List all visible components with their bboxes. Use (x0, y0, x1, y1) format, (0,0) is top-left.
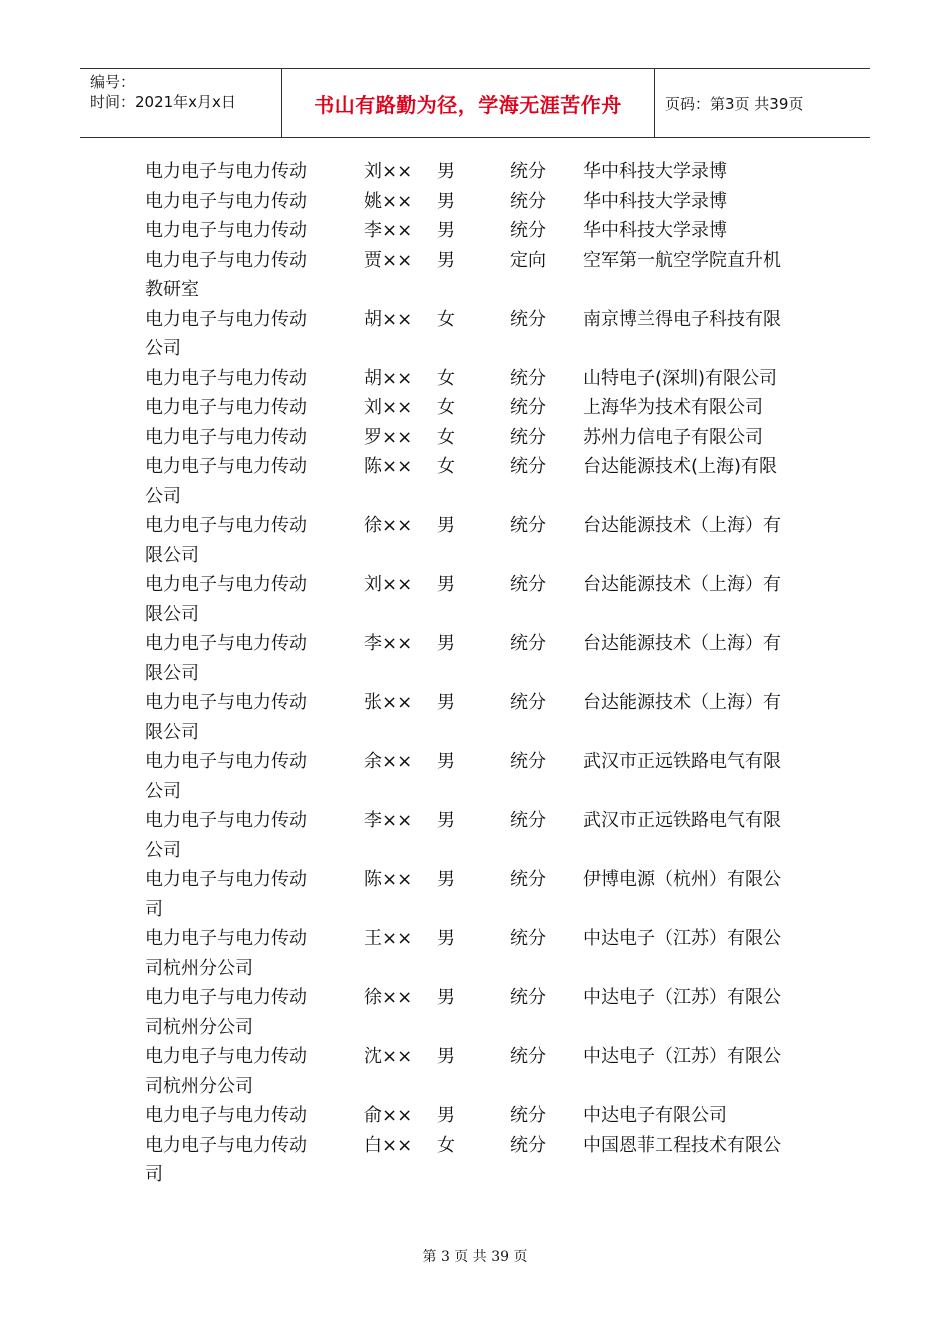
list-item (0, 924, 950, 983)
employer-cell: 华中科技大学录博 (583, 161, 727, 182)
header-motto-cell (282, 69, 655, 137)
name-cell: 王×× (364, 928, 413, 949)
list-item (0, 688, 950, 747)
list-item (0, 157, 950, 187)
name-cell: 李×× (364, 633, 413, 654)
name-cell: 沈×× (364, 1046, 413, 1067)
wrapped-continuation: 司杭州分公司 (145, 957, 253, 979)
name-cell: 胡×× (364, 367, 413, 389)
gender-cell: 男 (437, 161, 455, 182)
major-cell: 电力电子与电力传动 (145, 308, 307, 330)
placement-list (0, 157, 950, 1190)
wrapped-continuation: 司杭州分公司 (145, 1016, 253, 1038)
major-cell: 电力电子与电力传动 (145, 869, 307, 890)
name-cell: 罗×× (364, 426, 413, 448)
major-cell: 电力电子与电力传动 (145, 515, 307, 536)
wrapped-continuation: 司杭州分公司 (145, 1075, 253, 1097)
major-cell: 电力电子与电力传动 (145, 1046, 307, 1067)
employer-cell: 台达能源技术(上海)有限 (583, 456, 778, 477)
allocation-type-cell: 统分 (510, 220, 546, 241)
employer-cell: 中达电子有限公司 (583, 1105, 727, 1126)
employer-cell: 台达能源技术（上海）有 (583, 633, 781, 654)
gender-cell: 男 (437, 810, 455, 831)
allocation-type-cell: 统分 (510, 751, 546, 772)
employer-cell: 台达能源技术（上海）有 (583, 692, 781, 713)
gender-cell: 男 (437, 220, 455, 241)
major-cell: 电力电子与电力传动 (145, 220, 307, 241)
gender-cell: 男 (437, 1046, 455, 1067)
gender-cell: 男 (437, 928, 455, 949)
major-cell: 电力电子与电力传动 (145, 633, 307, 654)
list-item (0, 364, 950, 394)
list-item (0, 1131, 950, 1190)
name-cell: 胡×× (364, 308, 413, 330)
allocation-type-cell: 统分 (510, 1105, 546, 1126)
employer-cell: 武汉市正远铁路电气有限 (583, 810, 781, 831)
gender-cell: 男 (437, 249, 455, 271)
allocation-type-cell: 统分 (510, 456, 546, 477)
wrapped-continuation: 限公司 (145, 544, 199, 566)
list-item (0, 187, 950, 217)
wrapped-continuation: 司 (145, 898, 163, 920)
list-item (0, 570, 950, 629)
major-cell: 电力电子与电力传动 (145, 1105, 307, 1126)
allocation-type-cell: 统分 (510, 367, 546, 389)
list-item (0, 216, 950, 246)
name-cell: 张×× (364, 692, 413, 713)
list-item (0, 246, 950, 305)
major-cell: 电力电子与电力传动 (145, 810, 307, 831)
wrapped-continuation: 公司 (145, 780, 181, 802)
allocation-type-cell: 统分 (510, 308, 546, 330)
list-item (0, 1042, 950, 1101)
document-time-label: 时间：2021年x月x日 (90, 93, 236, 111)
name-cell: 余×× (364, 751, 413, 772)
name-cell: 李×× (364, 220, 413, 241)
employer-cell: 南京博兰得电子科技有限 (583, 308, 781, 330)
major-cell: 电力电子与电力传动 (145, 987, 307, 1008)
employer-cell: 上海华为技术有限公司 (583, 397, 763, 418)
employer-cell: 空军第一航空学院直升机 (583, 249, 781, 271)
name-cell: 徐×× (364, 515, 413, 536)
name-cell: 徐×× (364, 987, 413, 1008)
allocation-type-cell: 统分 (510, 810, 546, 831)
allocation-type-cell: 统分 (510, 692, 546, 713)
employer-cell: 台达能源技术（上海）有 (583, 574, 781, 595)
list-item (0, 806, 950, 865)
gender-cell: 男 (437, 515, 455, 536)
list-item (0, 629, 950, 688)
gender-cell: 男 (437, 869, 455, 890)
wrapped-continuation: 公司 (145, 338, 181, 359)
gender-cell: 男 (437, 987, 455, 1008)
employer-cell: 中达电子（江苏）有限公 (583, 1046, 781, 1067)
gender-cell: 男 (437, 190, 455, 212)
employer-cell: 伊博电源（杭州）有限公 (583, 869, 781, 890)
employer-cell: 华中科技大学录博 (583, 220, 727, 241)
wrapped-continuation: 司 (145, 1164, 163, 1185)
list-item (0, 983, 950, 1042)
name-cell: 贾×× (364, 249, 413, 271)
major-cell: 电力电子与电力传动 (145, 574, 307, 595)
major-cell: 电力电子与电力传动 (145, 190, 307, 212)
name-cell: 姚×× (364, 190, 413, 212)
name-cell: 白×× (364, 1134, 413, 1156)
gender-cell: 女 (437, 426, 455, 448)
list-item (0, 511, 950, 570)
employer-cell: 武汉市正远铁路电气有限 (583, 751, 781, 772)
employer-cell: 华中科技大学录博 (583, 190, 727, 212)
name-cell: 李×× (364, 810, 413, 831)
allocation-type-cell: 统分 (510, 987, 546, 1008)
allocation-type-cell: 统分 (510, 426, 546, 448)
major-cell: 电力电子与电力传动 (145, 249, 307, 271)
wrapped-continuation: 限公司 (145, 603, 199, 625)
allocation-type-cell: 统分 (510, 928, 546, 949)
major-cell: 电力电子与电力传动 (145, 1134, 307, 1156)
list-item (0, 1101, 950, 1131)
major-cell: 电力电子与电力传动 (145, 367, 307, 389)
header-motto: 书山有路勤为径，学海无涯苦作舟 (314, 92, 622, 117)
wrapped-continuation: 限公司 (145, 662, 199, 684)
wrapped-continuation: 公司 (145, 839, 181, 861)
allocation-type-cell: 统分 (510, 1046, 546, 1067)
major-cell: 电力电子与电力传动 (145, 426, 307, 448)
employer-cell: 台达能源技术（上海）有 (583, 515, 781, 536)
document-number-label: 编号： (90, 73, 136, 91)
list-item (0, 305, 950, 364)
page-footer: 第 3 页 共 39 页 (422, 1249, 528, 1265)
wrapped-continuation: 限公司 (145, 721, 199, 743)
allocation-type-cell: 统分 (510, 515, 546, 536)
allocation-type-cell: 统分 (510, 574, 546, 595)
gender-cell: 男 (437, 633, 455, 654)
allocation-type-cell: 统分 (510, 1134, 546, 1156)
employer-cell: 苏州力信电子有限公司 (583, 426, 763, 448)
employer-cell: 山特电子(深圳)有限公司 (583, 367, 778, 389)
major-cell: 电力电子与电力传动 (145, 751, 307, 772)
list-item (0, 452, 950, 511)
allocation-type-cell: 统分 (510, 190, 546, 212)
name-cell: 刘×× (364, 161, 413, 182)
employer-cell: 中国恩菲工程技术有限公 (583, 1134, 781, 1156)
name-cell: 俞×× (364, 1105, 413, 1126)
employer-cell: 中达电子（江苏）有限公 (583, 928, 781, 949)
gender-cell: 女 (437, 397, 455, 418)
allocation-type-cell: 统分 (510, 161, 546, 182)
name-cell: 陈×× (364, 869, 413, 890)
major-cell: 电力电子与电力传动 (145, 397, 307, 418)
employer-cell: 中达电子（江苏）有限公 (583, 987, 781, 1008)
allocation-type-cell: 统分 (510, 397, 546, 418)
gender-cell: 男 (437, 1105, 455, 1126)
wrapped-continuation: 教研室 (145, 279, 199, 300)
gender-cell: 男 (437, 692, 455, 713)
wrapped-continuation: 公司 (145, 485, 181, 507)
gender-cell: 女 (437, 456, 455, 477)
name-cell: 刘×× (364, 574, 413, 595)
page-header (80, 68, 870, 138)
list-item (0, 393, 950, 423)
gender-cell: 女 (437, 308, 455, 330)
allocation-type-cell: 统分 (510, 633, 546, 654)
gender-cell: 女 (437, 367, 455, 389)
list-item (0, 423, 950, 453)
gender-cell: 女 (437, 1134, 455, 1156)
name-cell: 刘×× (364, 397, 413, 418)
list-item (0, 865, 950, 924)
gender-cell: 男 (437, 574, 455, 595)
major-cell: 电力电子与电力传动 (145, 928, 307, 949)
list-item (0, 747, 950, 806)
header-meta (80, 69, 282, 137)
name-cell: 陈×× (364, 456, 413, 477)
allocation-type-cell: 定向 (510, 249, 546, 271)
major-cell: 电力电子与电力传动 (145, 161, 307, 182)
allocation-type-cell: 统分 (510, 869, 546, 890)
major-cell: 电力电子与电力传动 (145, 692, 307, 713)
header-page-info: 页码：第3页 共39页 (665, 94, 804, 113)
gender-cell: 男 (437, 751, 455, 772)
major-cell: 电力电子与电力传动 (145, 456, 307, 477)
